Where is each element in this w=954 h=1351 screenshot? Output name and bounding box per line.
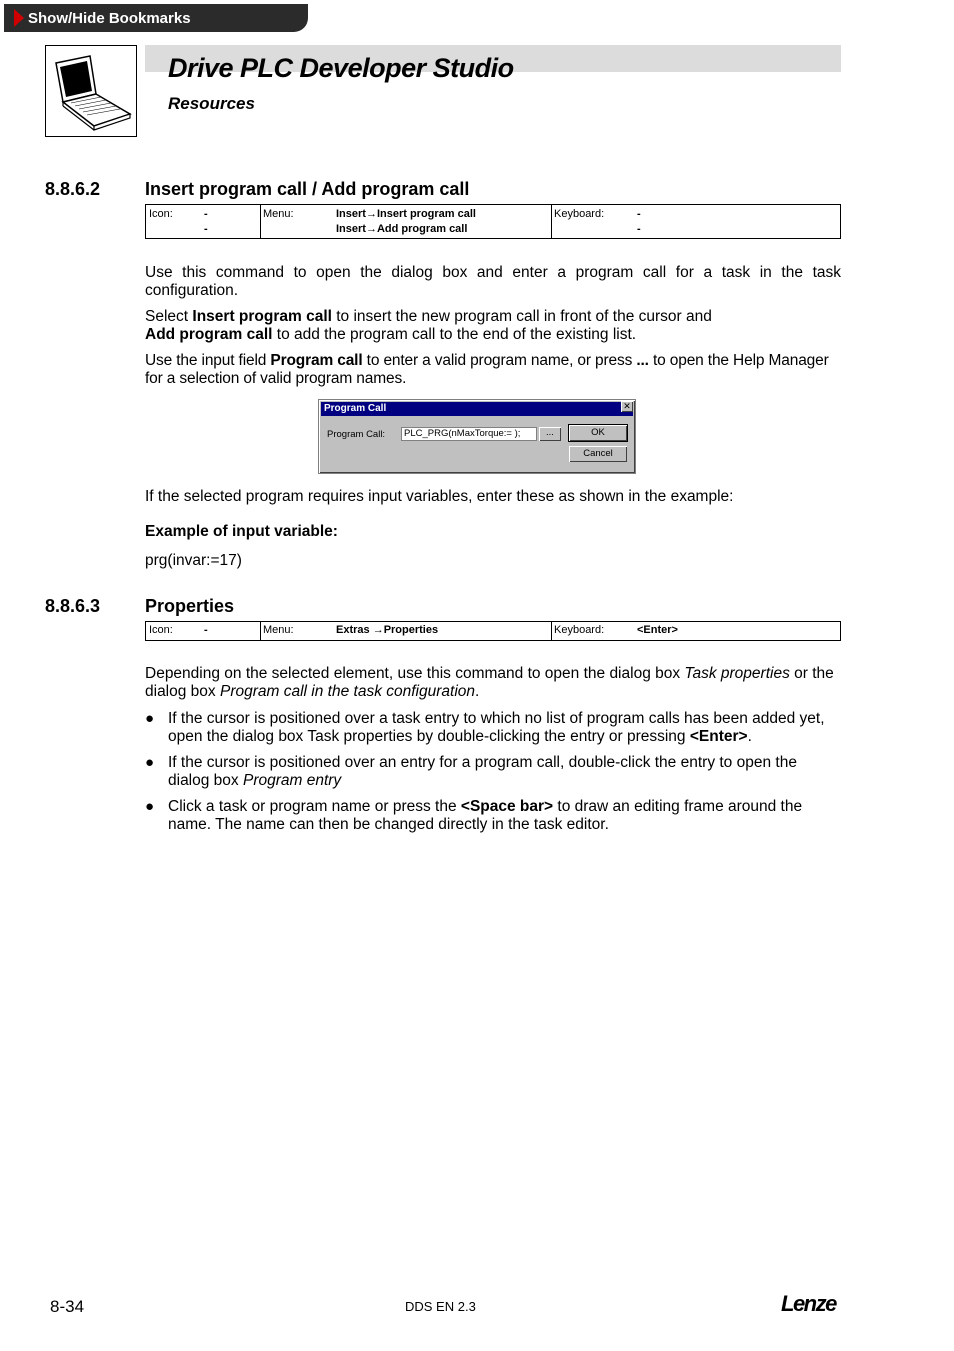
- keyboard-value: <Enter>: [637, 624, 678, 636]
- menu-cell: [261, 205, 552, 238]
- laptop-icon: [45, 45, 137, 137]
- menu-label: Menu:: [263, 208, 294, 220]
- section-title: Properties: [145, 596, 235, 616]
- icon-value: -: [204, 624, 208, 636]
- page-subtitle: Resources: [168, 94, 255, 113]
- section-number: 8.8.6.2: [45, 179, 101, 199]
- triangle-right-icon: [14, 9, 24, 27]
- bookmarks-label: Show/Hide Bookmarks: [28, 9, 191, 27]
- ok-button[interactable]: OK: [569, 425, 627, 441]
- menu-path: Insert→Insert program call: [336, 208, 476, 220]
- keyboard-cell: [552, 622, 840, 640]
- bullet-icon: ●: [145, 754, 155, 771]
- keyboard-cell: [552, 205, 840, 238]
- dialog-title: Program Call: [321, 402, 633, 416]
- keyboard-value: -: [637, 208, 641, 220]
- menu-path: Insert→Add program call: [336, 223, 468, 235]
- program-call-input[interactable]: PLC_PRG(nMaxTorque:= );: [401, 427, 537, 441]
- list-item: If the cursor is positioned over a task entry to which no list of program calls has been added yet, open the dialog box Task properties by double-clicking the entry or pressing <Enter>.: [168, 710, 825, 745]
- cancel-button[interactable]: Cancel: [569, 446, 627, 462]
- paragraph: Select Insert program call to insert the new program call in front of the cursor and Add program call to add the program call to the end of the existing list.: [145, 308, 712, 343]
- menu-path: Extras →Properties: [336, 624, 439, 636]
- keyboard-value: -: [637, 223, 641, 235]
- keyboard-label: Keyboard:: [554, 624, 605, 636]
- close-icon[interactable]: ✕: [621, 401, 633, 412]
- command-table: [145, 621, 841, 641]
- page-title: Drive PLC Developer Studio: [168, 53, 514, 83]
- lenze-logo: Lenze: [781, 1291, 836, 1316]
- menu-cell: [261, 622, 552, 640]
- icon-value: -: [204, 208, 208, 220]
- list-item: If the cursor is positioned over an entry for a program call, double-click the entry to open the dialog box Program entry: [168, 754, 797, 789]
- list-item: Click a task or program name or press the <Space bar> to draw an editing frame around the name. The name can then be changed directly in the task editor.: [168, 798, 803, 833]
- section-number: 8.8.6.3: [45, 596, 101, 616]
- document-id: DDS EN 2.3: [405, 1299, 476, 1314]
- icon-label: Icon:: [149, 208, 173, 220]
- show-hide-bookmarks-button[interactable]: [4, 4, 308, 32]
- paragraph: Use this command to open the dialog box and enter a program call for a task in the task configuration.: [145, 264, 841, 299]
- section-title: Insert program call / Add program call: [145, 179, 470, 199]
- command-table: [145, 204, 841, 239]
- icon-cell: [146, 205, 261, 238]
- page-number: 8-34: [50, 1297, 85, 1316]
- bullet-icon: ●: [145, 710, 155, 727]
- paragraph: Depending on the selected element, use this command to open the dialog box Task properties or the dialog box Program call in the task configuration.: [145, 665, 834, 700]
- icon-label: Icon:: [149, 624, 173, 636]
- icon-value: -: [204, 223, 208, 235]
- bullet-icon: ●: [145, 798, 155, 815]
- program-call-label: Program Call:: [327, 429, 386, 440]
- program-call-dialog: [318, 399, 636, 474]
- example-heading: Example of input variable:: [145, 523, 338, 540]
- keyboard-label: Keyboard:: [554, 208, 605, 220]
- paragraph: Use the input field Program call to enter a valid program name, or press ... to open the Help Manager for a selection of valid program names.: [145, 352, 829, 387]
- paragraph: If the selected program requires input variables, enter these as shown in the example:: [145, 488, 734, 505]
- example-code: prg(invar:=17): [145, 552, 242, 569]
- menu-label: Menu:: [263, 624, 294, 636]
- browse-button[interactable]: ...: [539, 427, 561, 441]
- icon-cell: [146, 622, 261, 640]
